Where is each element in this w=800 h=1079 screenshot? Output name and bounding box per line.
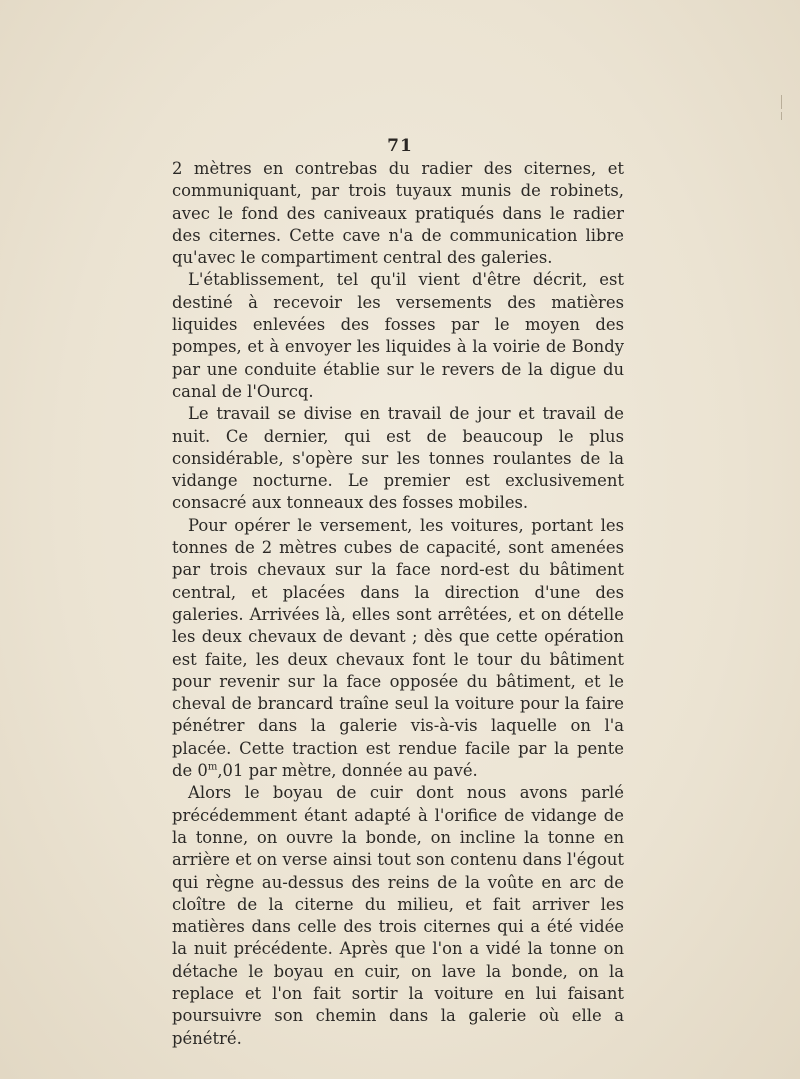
- body-text: [172, 158, 624, 1050]
- paragraph-2: L'établissement, tel qu'il vient d'être décrit, est destiné à recevoir les versements des matières liquides enlevées des fosses par le moyen des pompes, et à envoyer les liquides à la voirie de Bondy par une conduite établie sur le revers de la digue du canal de l'Ourcq.: [172, 270, 624, 401]
- paragraph-3: Le travail se divise en travail de jour et travail de nuit. Ce dernier, qui est de beaucoup le plus considérable, s'opère sur les tonnes roulantes de la vidange nocturne. Le premier est exclusivement consacré aux tonneaux des fosses mobiles.: [172, 404, 624, 513]
- page-number: 71: [387, 136, 413, 156]
- paragraph-4: [172, 515, 624, 783]
- page-edge-mark: [781, 112, 782, 120]
- page-edge-mark: [781, 95, 782, 109]
- paragraph-4-text-end: ,01 par mètre, donnée au pavé.: [217, 761, 478, 781]
- paragraph-4-text-start: Pour opérer le versement, les voitures, portant les tonnes de 2 mètres cubes de capacité, sont amenées par trois chevaux sur la face nord-est du bâtiment central, et placées dans la direction d'une des galeries. Arrivées là, elles sont arrêtées, et on dételle les deux chevaux de devant ; dès que cette opération est faite, les deux chevaux font le tour du bâtiment pour revenir sur la face opposée du bâtiment, et le cheval de brancard traîne seul la voiture pour la faire pénétrer dans la galerie vis-à-vis laquelle on l'a placée. Cette traction est rendue facile par la pente de 0: [172, 515, 624, 781]
- meter-exponent: m: [207, 761, 218, 773]
- paragraph-1: 2 mètres en contrebas du radier des citernes, et communiquant, par trois tuyaux munis de robinets, avec le fond des caniveaux pratiqués dans le radier des citernes. Cette cave n'a de communication libre qu'avec le compartiment central des galeries.: [172, 159, 624, 268]
- paragraph-5: Alors le boyau de cuir dont nous avons parlé précédemment étant adapté à l'orifice de vidange de la tonne, on ouvre la bonde, on incline la tonne en arrière et on verse ainsi tout son contenu dans l'égout qui règne au-dessus des reins de la voûte en arc de cloître de la citerne du milieu, et fait arriver les matières dans celle des trois citernes qui a été vidée la nuit précédente. Après que l'on a vidé la tonne on détache le boyau en cuir, on lave la bonde, on la replace et l'on fait sortir la voiture en lui faisant poursuivre son chemin dans la galerie où elle a pénétré.: [172, 783, 624, 1048]
